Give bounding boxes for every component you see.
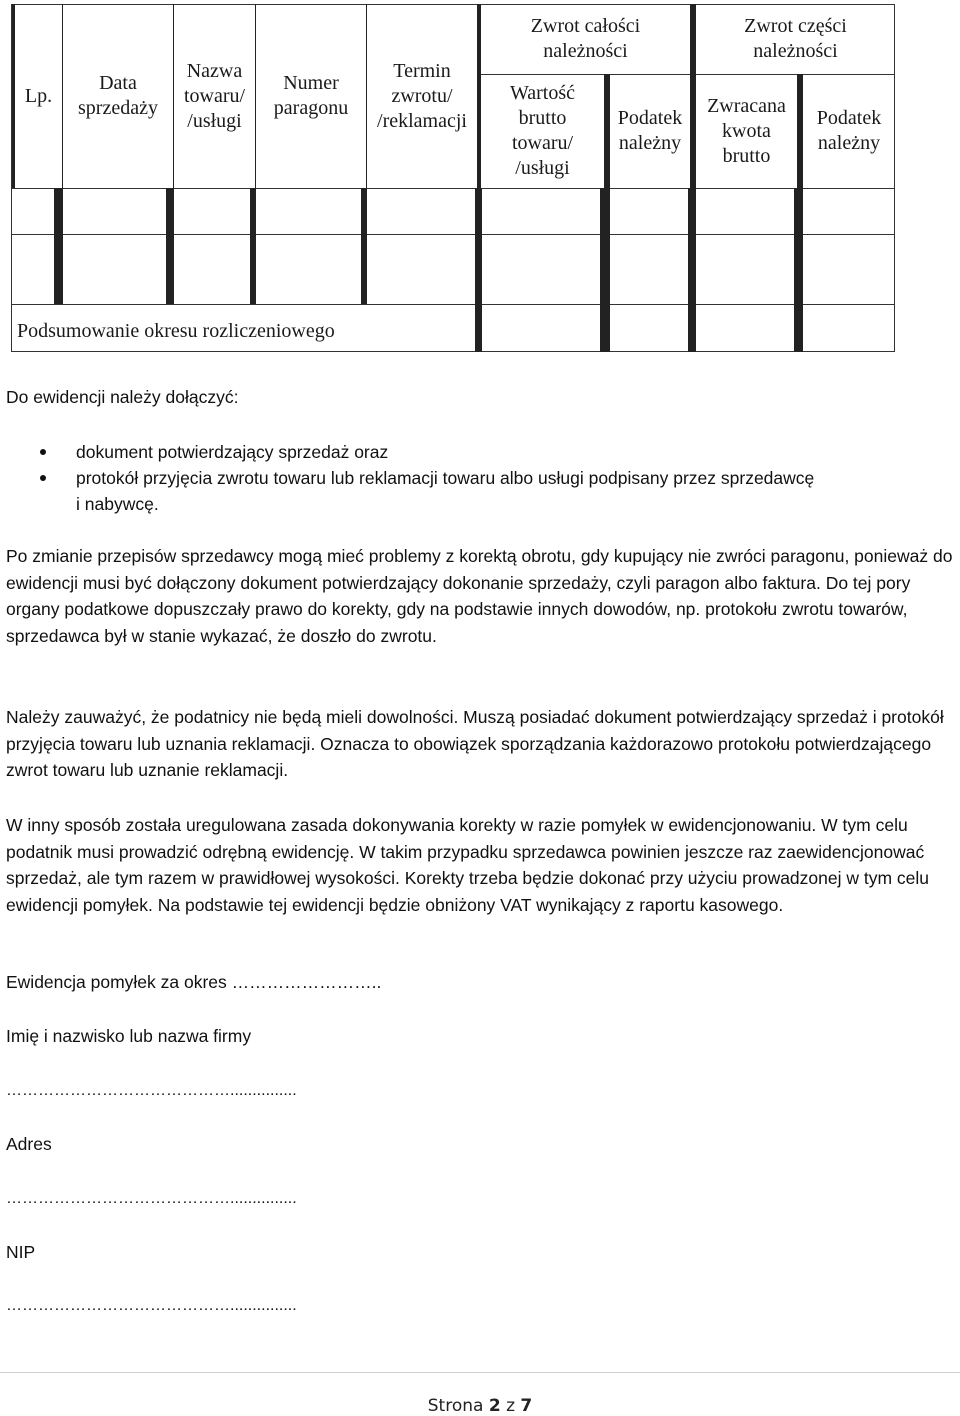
row-divider-2 (11, 304, 895, 305)
address-label: Adres (6, 1134, 52, 1154)
header-return-deadline: Termin zwrotu/ /reklamacji (377, 59, 467, 132)
body-col-line-5 (475, 188, 482, 352)
header-lp: Lp. (24, 84, 53, 107)
nip-label: NIP (6, 1242, 36, 1262)
body-col-line-2 (166, 188, 174, 304)
header-sale-date: Data sprzedaży (78, 72, 158, 119)
nip-field-dots: ……………………………………............... (6, 1297, 297, 1314)
period-label: Ewidencja pomyłek za okres …………………….. (6, 972, 382, 992)
paragraph-error-register: W inny sposób została uregulowana zasada dokonywania korekty w razie pomyłek w ewidencjonowaniu. W tym celu podatnik musi prowadzić odrębną ewidencję. W takim przypadku sprzedawca powinien jeszcze raz zaewidencjonować sprzedaż, ale tym razem w prawidłowej wysokości. Korekty trzeba będzie dokonać przy użyciu prowadzonej w tym celu ewidencji pomyłek. Na podstawie tej ewidencji będzie obniżony VAT wynikający z raportu kasowego. (6, 815, 930, 915)
header-partial-gross-amount: Zwracana kwota brutto (707, 94, 786, 167)
bullet-icon (40, 475, 46, 481)
list-item-text: dokument potwierdzający sprzedaż oraz (76, 442, 389, 462)
list-item-text: protokół przyjęcia zwrotu towaru lub reklamacji towaru albo usługi podpisany przez sprzedawcę (76, 468, 815, 488)
name-field-dots: ……………………………………............... (6, 1082, 297, 1099)
list-item-continuation (0, 491, 960, 517)
page-prefix: Strona (427, 1396, 489, 1416)
header-partial-tax: Podatek należny (816, 107, 882, 154)
list-item-text: i nabywcę. (76, 494, 159, 514)
header-bottom-line (11, 188, 895, 189)
header-full-gross-value: Wartość brutto towaru/ /usługi (509, 82, 576, 179)
body-col-line-3 (250, 188, 256, 304)
row-divider-1 (11, 234, 895, 235)
header-full-return: Zwrot całości należności (530, 15, 641, 62)
page-separator: z (500, 1396, 521, 1416)
list-item (0, 465, 960, 491)
body-col-line-7 (688, 188, 696, 352)
summary-row-label: Podsumowanie okresu rozliczeniowego (17, 320, 335, 342)
body-col-line-8 (794, 188, 803, 352)
header-receipt-number: Numer paragonu (273, 72, 349, 119)
footer-divider (0, 1372, 960, 1373)
name-label: Imię i nazwisko lub nazwa firmy (6, 1026, 252, 1046)
header-item-name: Nazwa towaru/ /usługi (183, 59, 246, 132)
paragraph-correction-problems: Po zmianie przepisów sprzedawcy mogą mieć problemy z korektą obrotu, gdy kupujący nie zwróci paragonu, ponieważ do ewidencji musi być dołączony dokument potwierdzający dokonanie sprzedaży, czyli paragon albo faktura. Do tej pory organy podatkowe dopuszczały prawo do korekty, gdy na podstawie innych dowodów, np. protokołu zwrotu towarów, sprzedawca był w stanie wykazać, że doszło do zwrotu. (6, 546, 953, 646)
body-col-line-6 (600, 188, 610, 352)
bullet-icon (40, 449, 46, 455)
address-field-dots: ……………………………………............... (6, 1190, 297, 1207)
body-col-line-4 (361, 188, 367, 304)
header-partial-return: Zwrot części należności (744, 15, 847, 62)
list-item (0, 439, 960, 465)
attach-heading: Do ewidencji należy dołączyć: (6, 387, 239, 407)
paragraph-taxpayer-obligations: Należy zauważyć, że podatnicy nie będą mieli dowolności. Muszą posiadać dokument potwierdzający sprzedaż i protokół przyjęcia towaru lub uznania reklamacji. Oznacza to obowiązek sporządzania każdorazowo protokołu potwierdzającego zwrot towaru lub uznanie reklamacji. (6, 707, 944, 780)
body-col-line-1 (54, 188, 63, 304)
page-number (0, 1396, 960, 1416)
total-pages: 7 (520, 1396, 533, 1416)
sales-return-register-table (11, 4, 895, 352)
current-page: 2 (488, 1396, 501, 1416)
header-full-tax: Podatek należny (617, 107, 683, 154)
